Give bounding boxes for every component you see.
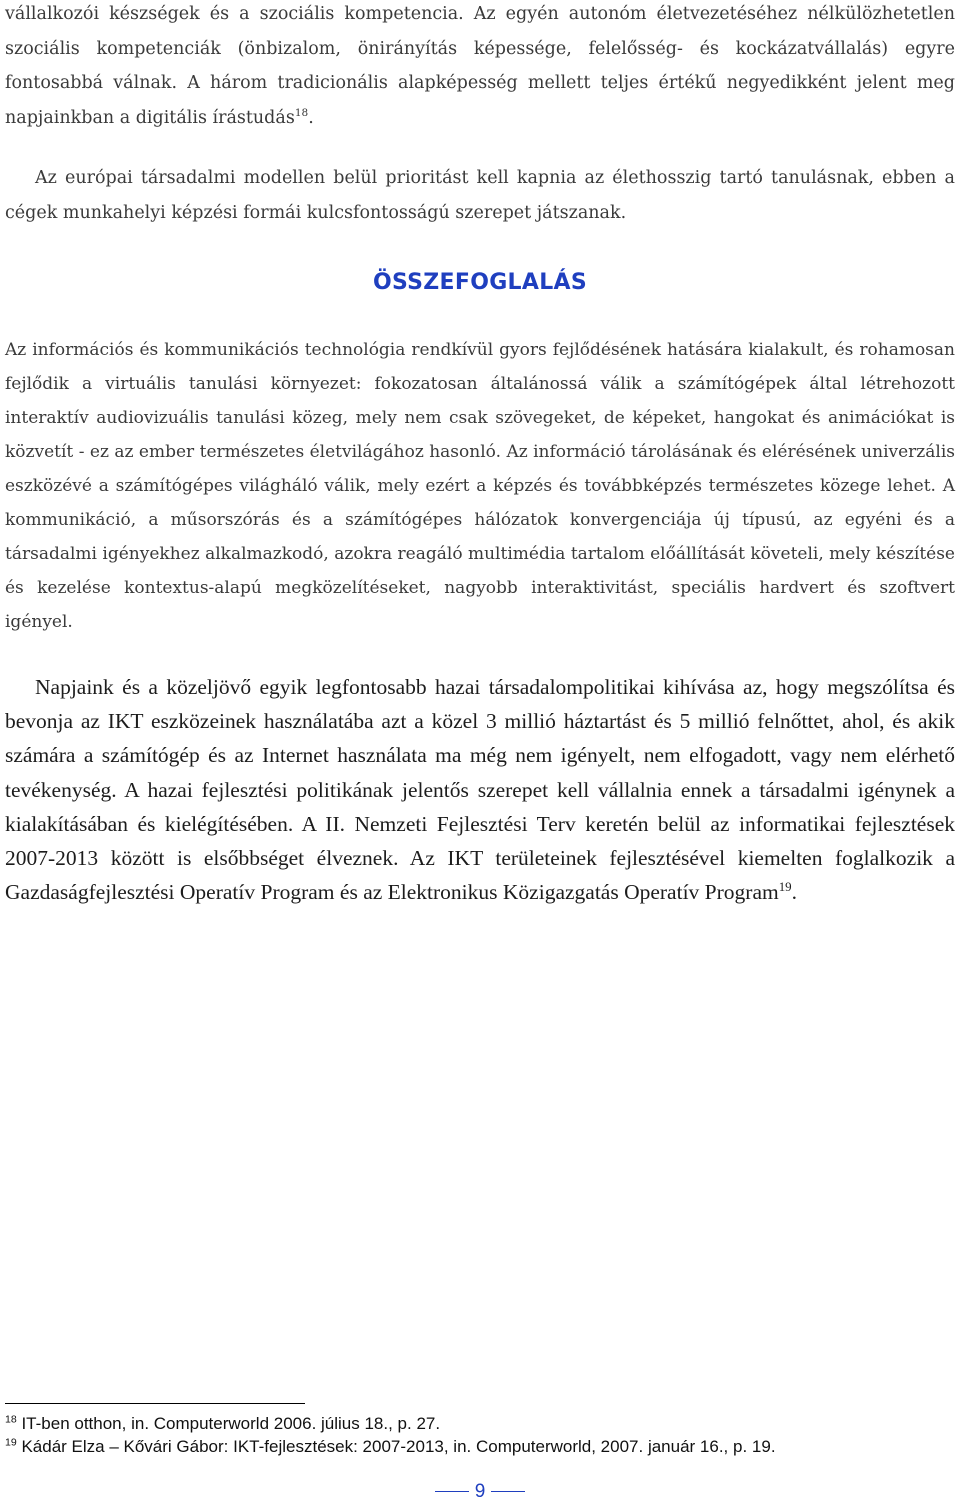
footnote-ref-18[interactable]: 18 bbox=[294, 106, 309, 119]
footnote-ref-19[interactable]: 19 bbox=[778, 880, 792, 895]
paragraph-3-text: Az információs és kommunikációs technológia rendkívül gyors fejlődésének hatására kialakult, és rohamosan fejlődik a virtuális tanulási környezet: fokozatosan általánossá válik a számítógépek által létrehozott interaktív audiovizuális tanulási közeg, mely nem csak szövegeket, de képeket, hangokat és animációkat is közvetít - ez az ember természetes életvilágához hasonló. Az információ tárolásának és elérésének univerzális eszközévé a számítógépes világháló válik, mely ezért a képzés és továbbképzés természetes közege lehet. A kommunikáció, a műsorszórás és a számítógépes hálózatok konvergenciája új típusú, az egyéni és a társadalmi igényekhez alkalmazkodó, azokra reagáló multimédia tartalom előállítását követeli, mely készítése és kezelése kontextus-alapú megközelítéseket, nagyobb interaktivitást, speciális hardvert és szoftvert igényel. bbox=[5, 340, 955, 632]
footnote-number: 18 bbox=[5, 1413, 17, 1426]
footnote-text: IT-ben otthon, in. Computerworld 2006. július 18., p. 27. bbox=[21, 1414, 441, 1433]
page-number-value: 9 bbox=[474, 1481, 486, 1502]
footnotes bbox=[5, 1412, 955, 1458]
paragraph-4 bbox=[5, 670, 955, 909]
footnote-18 bbox=[5, 1412, 955, 1435]
paragraph-4-end: . bbox=[791, 880, 797, 905]
paragraph-3 bbox=[5, 333, 955, 639]
page-number-dash-left bbox=[435, 1491, 469, 1492]
section-heading: ÖSSZEFOGLALÁS bbox=[372, 270, 587, 295]
paragraph-1-end: . bbox=[308, 107, 314, 128]
footnote-19 bbox=[5, 1435, 955, 1458]
paragraph-2 bbox=[5, 161, 955, 230]
paragraph-2-text: Az európai társadalmi modellen belül prioritást kell kapnia az élethosszig tartó tanulásnak, ebben a cégek munkahelyi képzési formái kulcsfontosságú szerepet játszanak. bbox=[5, 168, 955, 223]
page-number bbox=[0, 1481, 960, 1503]
paragraph-1 bbox=[5, 0, 955, 135]
page-number-dash-right bbox=[491, 1491, 525, 1492]
paragraph-1-text: vállalkozói készségek és a szociális kompetencia. Az egyén autonóm életvezetéséhez nélkülözhetetlen szociális kompetenciák (önbizalom, önirányítás képessége, felelősség- és kockázatvállalás) egyre fontosabbá válnak. A három tradicionális alapképesség mellett teljes értékű negyedikként jelent meg napjainkban a digitális írástudás bbox=[5, 4, 955, 128]
paragraph-4-text: Napjaink és a közeljövő egyik legfontosabb hazai társadalompolitikai kihívása az, hogy megszólítsa és bevonja az IKT eszközeinek használatába azt a közel 3 millió háztartást és 5 millió felnőttet, ahol, és akik számára a számítógép és az Internet használata ma még nem igényelt, nem elfogadott, vagy nem elérhető tevékenység. A hazai fejlesztési politikának jelentős szerepet kell vállalnia ennek a társadalmi igénynek a kialakításában és kielégítésében. A II. Nemzeti Fejlesztési Terv keretén belül az informatikai fejlesztések 2007-2013 között is elsőbbséget élveznek. Az IKT területeinek fejlesztésével kiemelten foglalkozik a Gazdaságfejlesztési Operatív Program és az Elektronikus Közigazgatás Operatív Program bbox=[5, 675, 955, 905]
footnote-number: 19 bbox=[5, 1436, 17, 1449]
footnote-text: Kádár Elza – Kővári Gábor: IKT-fejlesztések: 2007-2013, in. Computerworld, 2007. január 16., p. 19. bbox=[21, 1437, 776, 1456]
footnote-divider bbox=[5, 1403, 305, 1404]
